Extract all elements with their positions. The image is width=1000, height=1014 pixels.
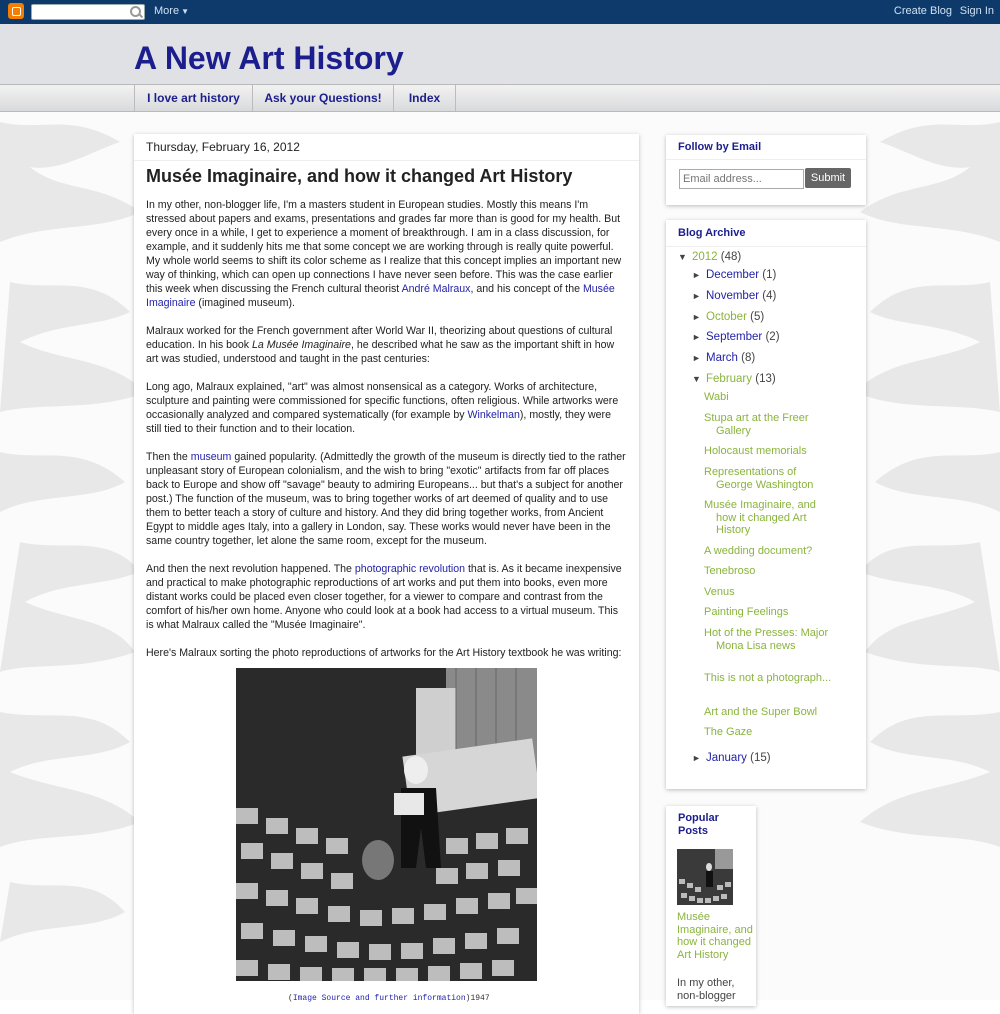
malraux-photo[interactable] <box>236 668 537 981</box>
popular-post-thumbnail[interactable] <box>677 849 733 905</box>
tab-i-love-art-history[interactable]: I love art history <box>134 85 252 111</box>
text: In my other, non-blogger life, I'm a masters student in European studies. Mostly this means I'm stressed about papers and exams, presentations and grades far more than is good for my health. But every once in a while, I get to experience a moment of breakthrough. I am in a class discussion, for example, and it suddenly hits me that some concept we are working through is really quite powerful. My whole world seems to shift its color scheme as I realize that this concept implies an important new way of thinking, which can open up connections I have never seen before. This was the case earlier this week when discussing the French cultural theorist <box>146 199 622 295</box>
post-body <box>146 198 628 674</box>
musee-imaginaire-link[interactable]: Musée Imaginaire <box>146 283 615 309</box>
caret-down-icon: ▼ <box>181 7 189 16</box>
search-icon[interactable] <box>130 6 141 17</box>
widget-title: Popular Posts <box>678 812 719 837</box>
paragraph <box>146 324 628 366</box>
archive-post-link[interactable]: Stupa art at the Freer Gallery <box>704 412 809 437</box>
tab-ask-your-questions[interactable]: Ask your Questions! <box>252 85 393 111</box>
follow-by-email-widget <box>666 135 866 205</box>
widget-title: Follow by Email <box>678 141 762 153</box>
navbar-search-input[interactable] <box>31 4 145 20</box>
decorative-foliage-left <box>0 112 150 1000</box>
archive-count: (4) <box>762 290 777 302</box>
date-divider <box>134 160 639 161</box>
archive-month-march[interactable] <box>692 352 755 364</box>
create-blog-link[interactable]: Create Blog <box>893 5 952 17</box>
toggle-collapsed-icon[interactable]: ► <box>692 312 701 322</box>
email-field[interactable] <box>679 169 804 189</box>
archive-post-link[interactable]: Wabi <box>704 391 729 403</box>
winkelman-link[interactable]: Winkelman <box>467 409 520 421</box>
paragraph: Here's Malraux sorting the photo reproductions of artworks for the Art History textbook he was writing: <box>146 647 622 659</box>
text: that is. As it became inexpensive and practical to make photographic reproductions of art works and put them into books, even more distant works could be placed even closer together, for a viewer to compare and contrast from the comfort of his/her own home. Anyone who could look at a book had access to a virtual museum. This is what Malraux called the "Musée Imaginaire". <box>146 563 622 631</box>
archive-month-february[interactable] <box>692 373 776 385</box>
blog-archive-widget <box>666 220 866 789</box>
text: (imagined museum). <box>195 297 295 309</box>
archive-post-link[interactable]: A wedding document? <box>704 545 813 557</box>
toggle-collapsed-icon[interactable]: ► <box>692 291 701 301</box>
post-title[interactable]: Musée Imaginaire, and how it changed Art History <box>146 166 573 186</box>
submit-button[interactable]: Submit <box>805 168 851 188</box>
archive-count: (5) <box>750 311 765 323</box>
archive-month-link[interactable]: October <box>706 311 747 323</box>
archive-month-link[interactable]: March <box>706 352 738 364</box>
decorative-foliage-right <box>850 112 1000 1000</box>
popular-post-snippet: In my other, non-blogger <box>677 977 736 1002</box>
toggle-collapsed-icon[interactable]: ► <box>692 332 701 342</box>
paragraph <box>146 380 628 436</box>
toggle-collapsed-icon[interactable]: ► <box>692 270 701 280</box>
photographic-revolution-link[interactable]: photographic revolution <box>354 563 466 575</box>
text: , and his concept of the <box>470 283 583 295</box>
paragraph <box>146 450 628 548</box>
archive-count: (13) <box>755 373 776 385</box>
archive-post-link[interactable]: The Gaze <box>704 726 753 738</box>
text: Then the <box>146 451 191 463</box>
divider <box>666 159 866 160</box>
blogger-navbar <box>0 0 1000 24</box>
archive-post-link[interactable]: Painting Feelings <box>704 606 789 618</box>
archive-post-link[interactable]: Musée Imaginaire, and how it changed Art History <box>704 499 816 536</box>
toggle-collapsed-icon[interactable]: ► <box>692 753 701 763</box>
blogger-logo-icon[interactable] <box>8 3 24 19</box>
sign-in-link[interactable]: Sign In <box>959 5 994 17</box>
archive-year-link[interactable]: 2012 <box>692 251 718 263</box>
tab-index[interactable]: Index <box>393 85 456 111</box>
text: Long ago, Malraux explained, "art" was almost nonsensical as a category. Works of architecture, sculpture and painting were commissioned for specific functions, often religious. While artworks were occasionally analyzed and compared systematically (for example by <box>146 381 619 421</box>
archive-count: (1) <box>762 269 777 281</box>
divider <box>666 246 866 247</box>
toggle-expanded-icon[interactable]: ▼ <box>692 374 701 384</box>
photo-caption <box>288 994 490 1003</box>
archive-month-september[interactable] <box>692 331 780 343</box>
more-menu-button[interactable] <box>154 5 189 17</box>
archive-month-november[interactable] <box>692 290 776 302</box>
archive-month-link[interactable]: September <box>706 331 763 343</box>
archive-count: (48) <box>720 251 742 263</box>
archive-month-link[interactable]: December <box>706 269 760 281</box>
archive-post-link[interactable]: This is not a photograph... <box>704 672 832 684</box>
text: ), mostly, they were still tied to their function and to their location. <box>146 409 611 435</box>
archive-month-january[interactable] <box>692 752 771 764</box>
text: )1947 <box>465 994 490 1003</box>
archive-month-october[interactable] <box>692 311 764 323</box>
archive-post-link[interactable]: Holocaust memorials <box>704 445 807 457</box>
archive-count: (8) <box>741 352 756 364</box>
more-label: More <box>154 5 180 17</box>
text: And then the next revolution happened. The <box>146 563 355 575</box>
archive-post-link[interactable]: Tenebroso <box>704 565 756 577</box>
archive-post-link[interactable]: Hot of the Presses: Major Mona Lisa news <box>704 627 829 652</box>
archive-month-link[interactable]: January <box>706 752 747 764</box>
paragraph <box>146 562 628 632</box>
archive-post-link[interactable]: Art and the Super Bowl <box>704 706 818 718</box>
text: ( <box>288 994 293 1003</box>
text: , he described what he saw as the important shift in how art was studied, understood and taught in the past centuries: <box>146 339 615 365</box>
archive-post-link[interactable]: Representations of George Washington <box>704 466 814 491</box>
toggle-collapsed-icon[interactable]: ► <box>692 353 701 363</box>
archive-year-2012[interactable] <box>678 251 741 263</box>
page-tabs <box>0 84 1000 112</box>
image-source-link[interactable]: Image Source and further information <box>292 994 466 1003</box>
blog-title[interactable]: A New Art History <box>134 40 404 76</box>
popular-posts-widget <box>666 806 756 1006</box>
post-date: Thursday, February 16, 2012 <box>146 140 300 154</box>
toggle-expanded-icon[interactable]: ▼ <box>678 252 687 262</box>
blog-header <box>0 24 1000 84</box>
archive-post-link[interactable]: Venus <box>704 586 735 598</box>
andre-malraux-link[interactable]: André Malraux <box>401 283 471 295</box>
archive-month-link[interactable]: November <box>706 290 760 302</box>
archive-month-link[interactable]: February <box>706 373 753 385</box>
post-column <box>134 134 639 1014</box>
paragraph <box>146 198 628 310</box>
text: gained popularity. (Admittedly the growth of the museum is directly tied to the rather unpleasant story of European colonialism, and the wish to bring "exotic" artifacts from far off places back to Europe and show off "savage" beauty to admiring Europeans... but that's a subject for another post.) The function of the museum, was to bring together works of art deemed of quality and to use them to better teach a story of culture and history. And they did bring together works, from Ancient Egypt to middle ages Italy, into a gallery in London, say. These works would never have been in the same country together, let alone the same room, except for the museum. <box>146 451 626 547</box>
widget-title: Blog Archive <box>678 227 746 239</box>
archive-count: (15) <box>750 752 771 764</box>
archive-count: (2) <box>765 331 780 343</box>
text: Malraux worked for the French government after World War II, theorizing about questions of cultural education. In his book <box>146 325 613 351</box>
archive-month-december[interactable] <box>692 269 776 281</box>
popular-post-link[interactable]: Musée Imaginaire, and how it changed Art History <box>677 911 753 961</box>
book-title: La Musée Imaginaire <box>252 339 351 351</box>
museum-link[interactable]: museum <box>190 451 232 463</box>
